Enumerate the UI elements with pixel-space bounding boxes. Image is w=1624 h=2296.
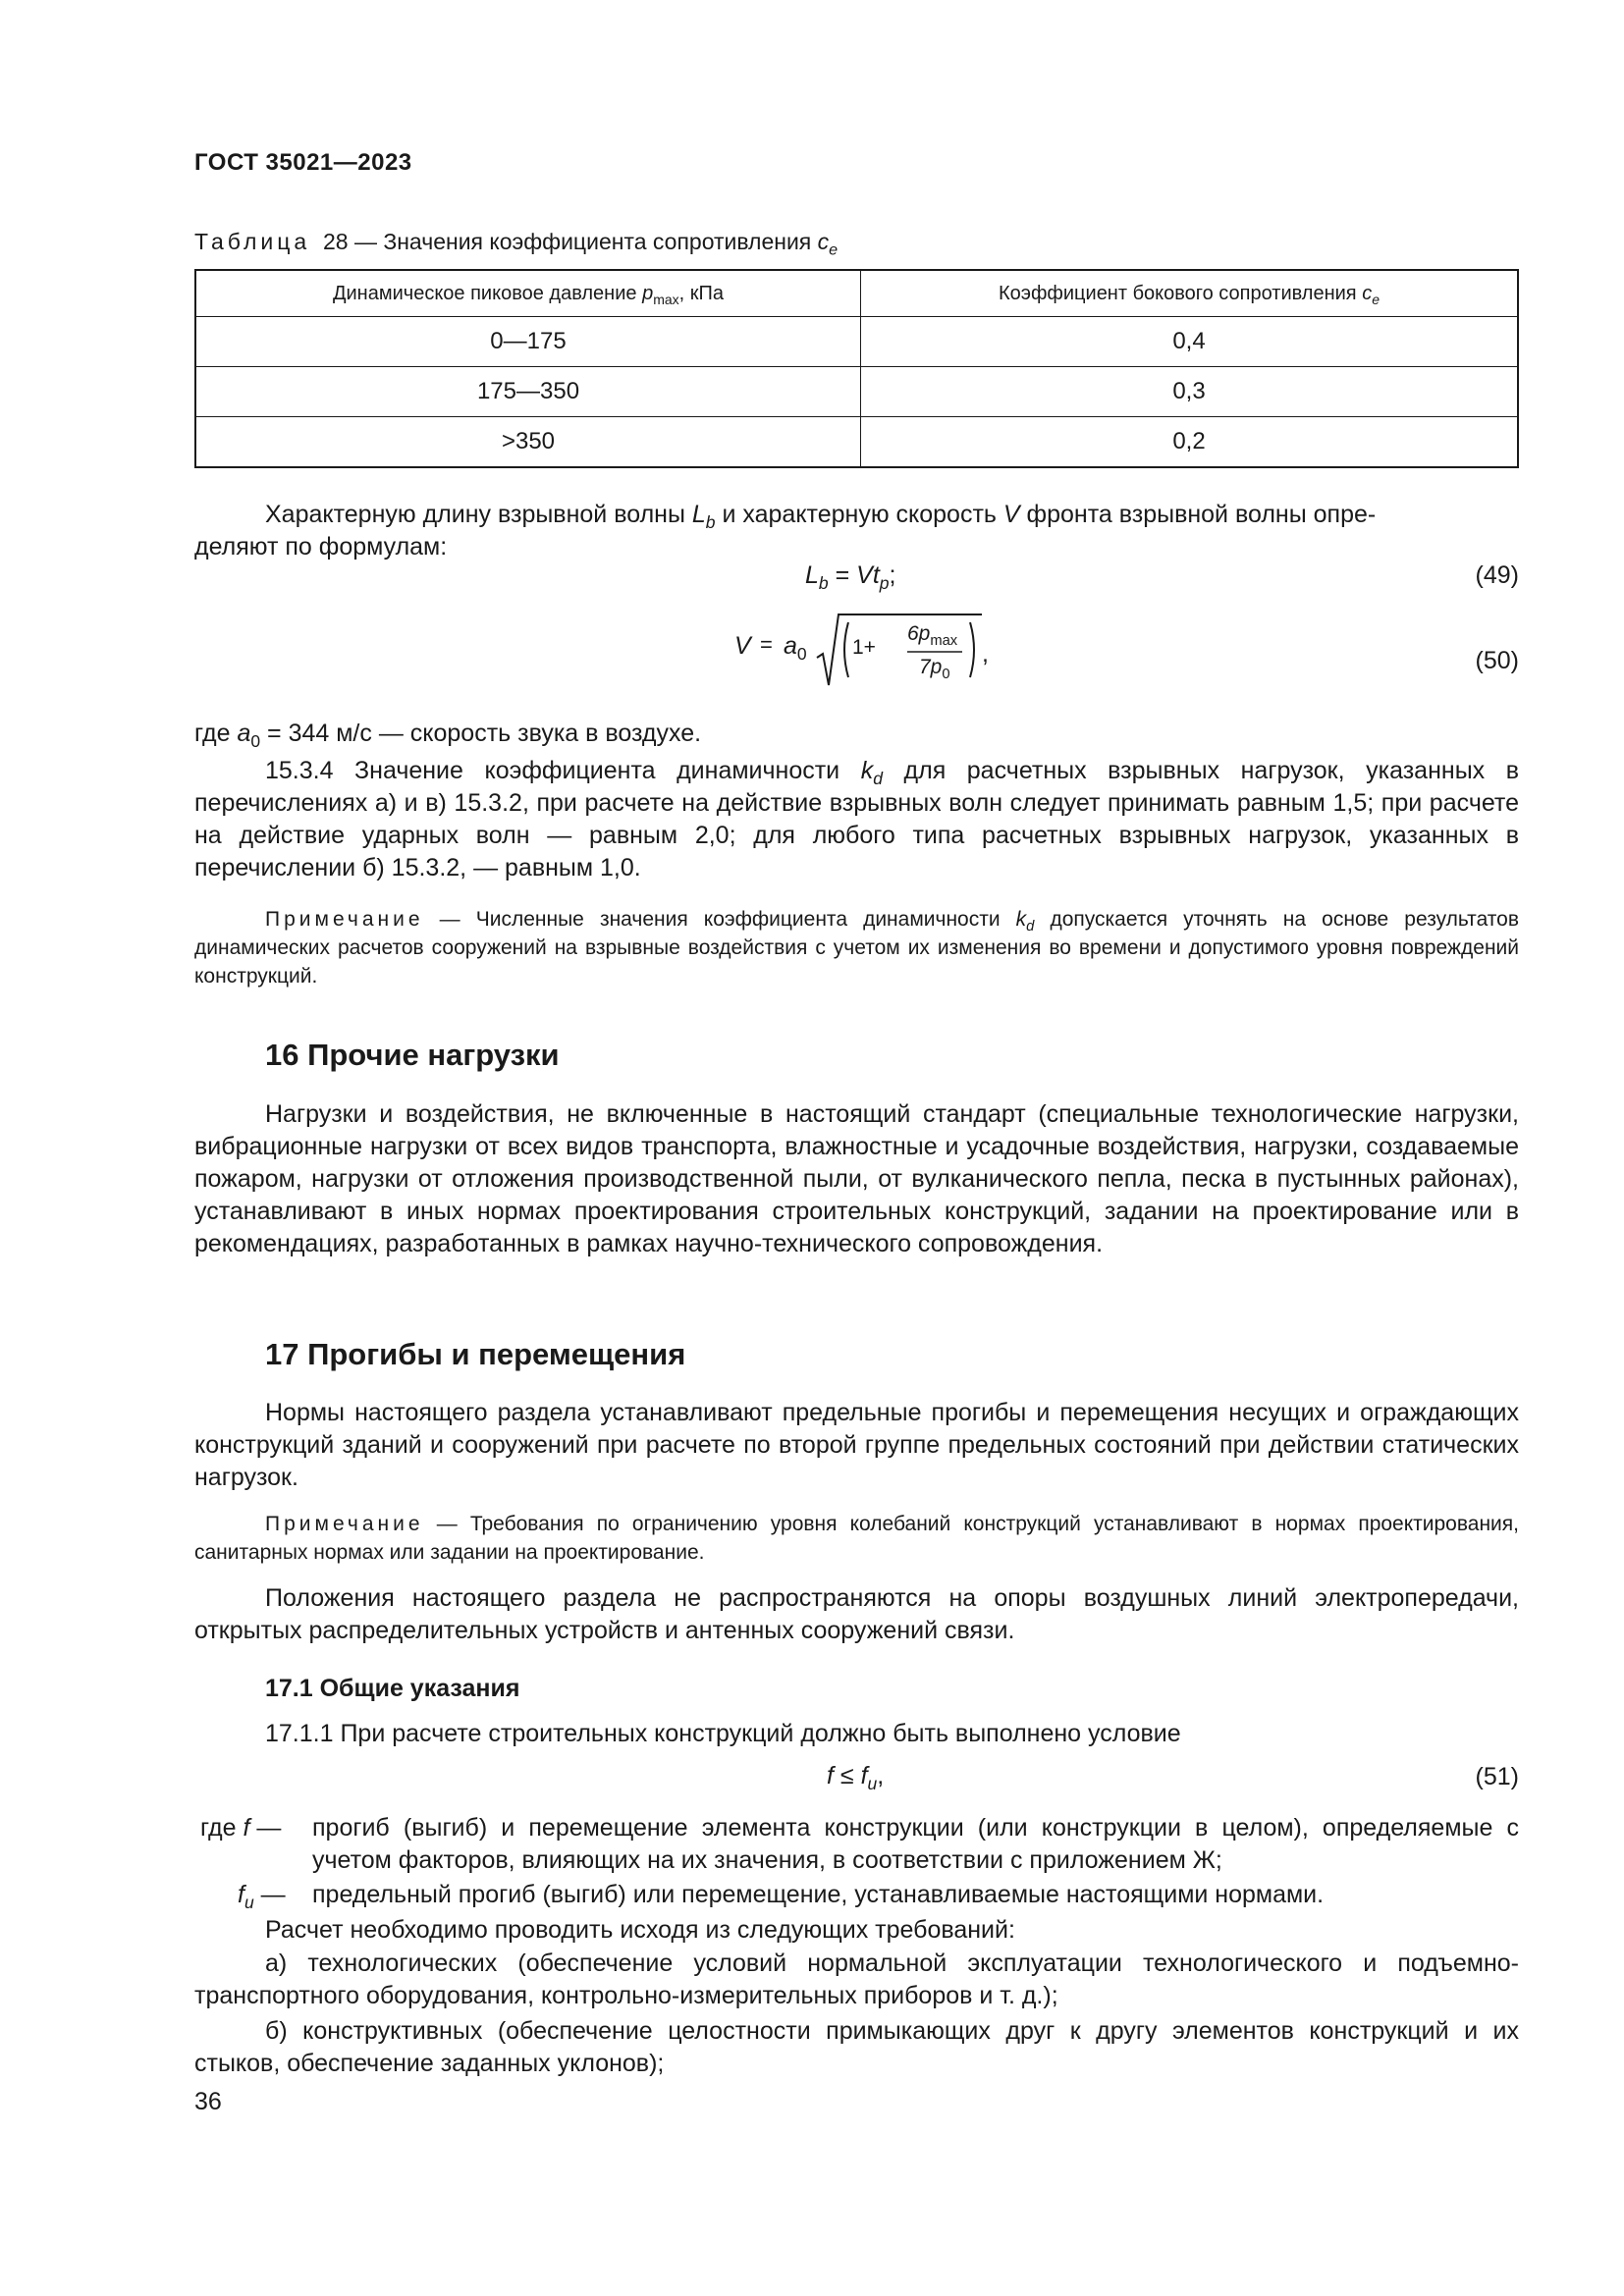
equation-51-number: (51): [1475, 1763, 1519, 1790]
header-coef-symbol-sub: e: [1372, 291, 1380, 307]
table-row: [195, 367, 1518, 417]
section-17-text-2: Положения настоящего раздела не распространяются на опоры воздушных линий электропередачи, открытых распределительных устройств и антенных сооружений связи.: [194, 1584, 1519, 1644]
header-pressure-unit: , кПа: [678, 282, 725, 304]
document-code-header: ГОСТ 35021—2023: [194, 149, 412, 176]
table-row: [195, 417, 1518, 468]
equation-50-number: (50): [1475, 647, 1519, 674]
where-fu-text: предельный прогиб (выгиб) или перемещение, устанавливаемые настоящими нормами.: [312, 1881, 1325, 1908]
equation-49: $L_b = Vt_p$;: [805, 561, 896, 594]
wave-speed-symbol: V: [1002, 501, 1020, 528]
header-coef-symbol: c: [1362, 282, 1373, 304]
table-cell-pressure: >350: [195, 417, 861, 468]
note-label: Примечание: [265, 1513, 424, 1535]
header-pressure-symbol-sub: max: [653, 291, 679, 307]
paragraph-17-1-1: 17.1.1 При расчете строительных конструкций должно быть выполнено условие: [265, 1720, 1181, 1747]
paragraph-15-3-4: 15.3.4 Значение коэффициента динамичности $k_d$ для расчетных взрывных нагрузок, указанных в перечислениях а) и в) 15.3.2, при расчете на действие взрывных волн следует принимать равным 1,5; при расчете на действие ударных волн — равным 2,0; для любого типа расчетных взрывных нагрузок, указанных в перечислении б) 15.3.2, — равным 1,0.: [194, 757, 1519, 881]
table-cell-pressure: 175—350: [195, 367, 861, 417]
table-header-row: [195, 270, 1518, 317]
table-row: [195, 317, 1518, 367]
table-caption-symbol: c: [817, 229, 830, 254]
where-a0: где $a_0 = 344$ м/с — скорость звука в воздухе.: [194, 720, 702, 752]
requirements-intro: Расчет необходимо проводить исходя из следующих требований:: [265, 1916, 1015, 1944]
where-f-label: где f —: [200, 1814, 282, 1842]
section-17-1-title: 17.1 Общие указания: [265, 1675, 520, 1702]
note-kd: Примечание — Численные значения коэффициента динамичности $k_d$ допускается уточнять на основе результатов динамических расчетов сооружений на взрывные воздействия с учетом их изменения во времени и допустимого уровня повреждений конструкций.: [194, 908, 1520, 988]
section-17-title: 17 Прогибы и перемещения: [265, 1337, 686, 1371]
table-cell-pressure: 0—175: [195, 317, 861, 367]
section-17-text-1: Нормы настоящего раздела устанавливают предельные прогибы и перемещения несущих и ограждающих конструкций зданий и сооружений при расчете по второй группе предельных состояний при действии статических нагрузок.: [194, 1399, 1519, 1491]
table-cell-coef: 0,4: [861, 317, 1519, 367]
section-16-text: Нагрузки и воздействия, не включенные в настоящий стандарт (специальные технологические нагрузки, вибрационные нагрузки от всех видов транспорта, влажностные и усадочные воздействия, нагрузки, создаваемые пожаром, нагрузки от отложения производственной пыли, от вулканического пепла, песка в пустынных районах), устанавливают в иных нормах проектирования строительных конструкций, задании на проектирование или в рекомендациях, разработанных в рамках научно-технического сопровождения.: [194, 1100, 1519, 1257]
table-caption-text: 28 — Значения коэффициента сопротивления: [322, 229, 812, 254]
where-f-text: прогиб (выгиб) и перемещение элемента конструкции (или конструкции в целом), определяемые с учетом факторов, влияющих на их значения, в соответствии с приложением Ж;: [312, 1814, 1519, 1874]
equation-50: V = $a_0$ 1+ $6p_{max}$ $7p_0$ ,: [734, 611, 990, 691]
requirement-a: а) технологических (обеспечение условий нормальной эксплуатации технологического и подъемно-транспортного оборудования, контрольно-измерительных приборов и т. д.);: [194, 1949, 1519, 2009]
equation-51: $f \le f_u$,: [827, 1762, 885, 1794]
equation-49-number: (49): [1475, 561, 1519, 589]
table-28: [194, 269, 1519, 468]
header-pressure-text: Динамическое пиковое давление: [332, 282, 637, 304]
page-number: 36: [194, 2088, 222, 2115]
wave-length-symbol: L: [691, 501, 706, 528]
header-pressure-symbol: p: [642, 282, 654, 304]
header-coef-text: Коэффициент бокового сопротивления: [999, 282, 1357, 304]
table-cell-coef: 0,3: [861, 367, 1519, 417]
note-label: Примечание: [265, 908, 424, 931]
section-17-note: Примечание — Требования по ограничению уровня колебаний конструкций устанавливают в нормах проектирования, санитарных нормах или задании на проектирование.: [194, 1513, 1519, 1564]
table-header-pressure: [195, 270, 861, 317]
section-16-title: 16 Прочие нагрузки: [265, 1038, 560, 1072]
table-cell-coef: 0,2: [861, 417, 1519, 468]
square-root-sign: [815, 611, 984, 691]
table-header-coefficient: [861, 270, 1519, 317]
table-caption: [194, 226, 838, 258]
where-fu-label: $f_u$ —: [238, 1881, 286, 1913]
table-caption-label: Таблица: [194, 229, 311, 254]
requirement-b: б) конструктивных (обеспечение целостности примыкающих друг к другу элементов конструкций и их стыков, обеспечение заданных уклонов);: [194, 2017, 1519, 2077]
wave-paragraph: Характерную длину взрывной волны $L_b$ и характерную скорость V фронта взрывной волны опре- деляют по формулам:: [194, 501, 1377, 561]
table-caption-symbol-sub: e: [829, 240, 839, 259]
